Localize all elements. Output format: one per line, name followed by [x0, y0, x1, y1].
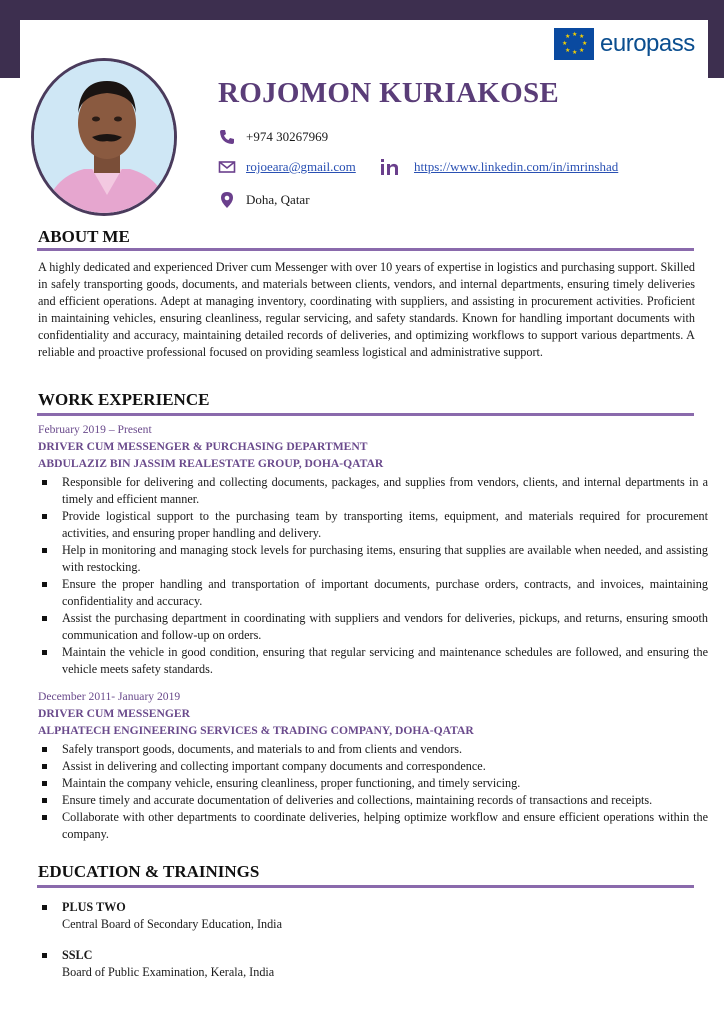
education-rule [37, 885, 694, 888]
linkedin-row [380, 158, 618, 176]
candidate-name: ROJOMON KURIAKOSE [218, 77, 560, 109]
job-role: DRIVER CUM MESSENGER [38, 707, 191, 720]
job-role: DRIVER CUM MESSENGER & PURCHASING DEPARTMENT [38, 440, 368, 453]
education-title: PLUS TWO [62, 900, 126, 914]
about-heading: ABOUT ME [38, 227, 130, 246]
job-date: December 2011- January 2019 [38, 690, 181, 703]
header-band-left [0, 20, 20, 78]
mail-icon [218, 158, 236, 176]
duty-item: Safely transport goods, documents, and materials to and from clients and vendors. [38, 741, 708, 758]
logo-text: europass [600, 30, 695, 57]
location-pin-icon [218, 191, 236, 209]
duty-item: Provide logistical support to the purchasing team by transporting items, equipment, and materials required for procurement activities, and ensuring proper handling and delivery. [38, 508, 708, 542]
job-company: ABDULAZIZ BIN JASSIM REALESTATE GROUP, DOHA-QATAR [38, 457, 384, 470]
eu-flag-icon: ★ ★ ★ ★ ★ ★ ★ ★ [554, 28, 594, 60]
phone-icon [218, 128, 236, 146]
duty-item: Ensure the proper handling and transportation of important documents, purchase orders, contracts, and invoices, maintaining confidentiality and accuracy. [38, 576, 708, 610]
header-band-right [708, 20, 724, 78]
job-company: ALPHATECH ENGINEERING SERVICES & TRADING COMPANY, DOHA-QATAR [38, 724, 474, 737]
duty-item: Assist the purchasing department in coordinating with suppliers and vendors for deliveries, pickups, and returns, ensuring smooth communication and follow-up on orders. [38, 610, 708, 644]
linkedin-icon [380, 158, 404, 176]
education-institution: Board of Public Examination, Kerala, India [62, 965, 275, 979]
education-item [38, 947, 638, 981]
location-row [218, 191, 310, 209]
job-entry [38, 689, 708, 843]
education-title: SSLC [62, 948, 93, 962]
about-text: A highly dedicated and experienced Driver cum Messenger with over 10 years of expertise in logistics and purchasing support. Skilled in safely transporting goods, documents, and materials between clients, vendors, and internal departments, ensuring timely deliveries and efficient operations. Adept at managing inventory, coordinating with suppliers, and assisting in procurement activities. Proficient in maintaining vehicles, ensuring cleanliness, regular servicing, and safety standards. Known for handling important documents with confidentiality and accuracy, maintaining detailed records of deliveries, and optimizing workflows to support various departments. A reliable and proactive professional focused on providing seamless logistical and administrative support. [38, 260, 695, 359]
duty-item: Maintain the company vehicle, ensuring cleanliness, proper functioning, and timely servicing. [38, 775, 708, 792]
education-list [38, 899, 638, 995]
education-heading: EDUCATION & TRAININGS [38, 862, 260, 881]
location-text: Doha, Qatar [246, 192, 310, 207]
job-duties [38, 741, 708, 843]
email-row [218, 158, 356, 176]
profile-photo [31, 58, 177, 216]
duty-item: Ensure timely and accurate documentation of deliveries and collections, maintaining records of transactions and receipts. [38, 792, 708, 809]
job-entry [38, 422, 708, 678]
header-band [0, 0, 724, 20]
email-link[interactable]: rojoeara@gmail.com [246, 159, 356, 174]
experience-heading: WORK EXPERIENCE [38, 390, 210, 409]
duty-item: Maintain the vehicle in good condition, ensuring that regular servicing and maintenance schedules are followed, and ensuring the vehicle meets safety standards. [38, 644, 708, 678]
duty-item: Collaborate with other departments to coordinate deliveries, helping optimize workflow and ensure efficient operations within the company. [38, 809, 708, 843]
phone-text: +974 30267969 [246, 129, 329, 144]
education-item [38, 899, 638, 933]
duty-item: Assist in delivering and collecting important company documents and correspondence. [38, 758, 708, 775]
education-institution: Central Board of Secondary Education, India [62, 917, 282, 931]
job-duties [38, 474, 708, 678]
phone-row [218, 128, 328, 146]
linkedin-link[interactable]: https://www.linkedin.com/in/imrinshad [414, 159, 619, 174]
europass-logo [554, 28, 695, 60]
duty-item: Help in monitoring and managing stock levels for purchasing items, ensuring that supplies are available when needed, and assisting with restocking. [38, 542, 708, 576]
experience-rule [37, 413, 694, 416]
job-date: February 2019 – Present [38, 423, 152, 436]
about-rule [37, 248, 694, 251]
duty-item: Responsible for delivering and collecting documents, packages, and supplies from vendors, clients, and internal departments in a timely and efficient manner. [38, 474, 708, 508]
